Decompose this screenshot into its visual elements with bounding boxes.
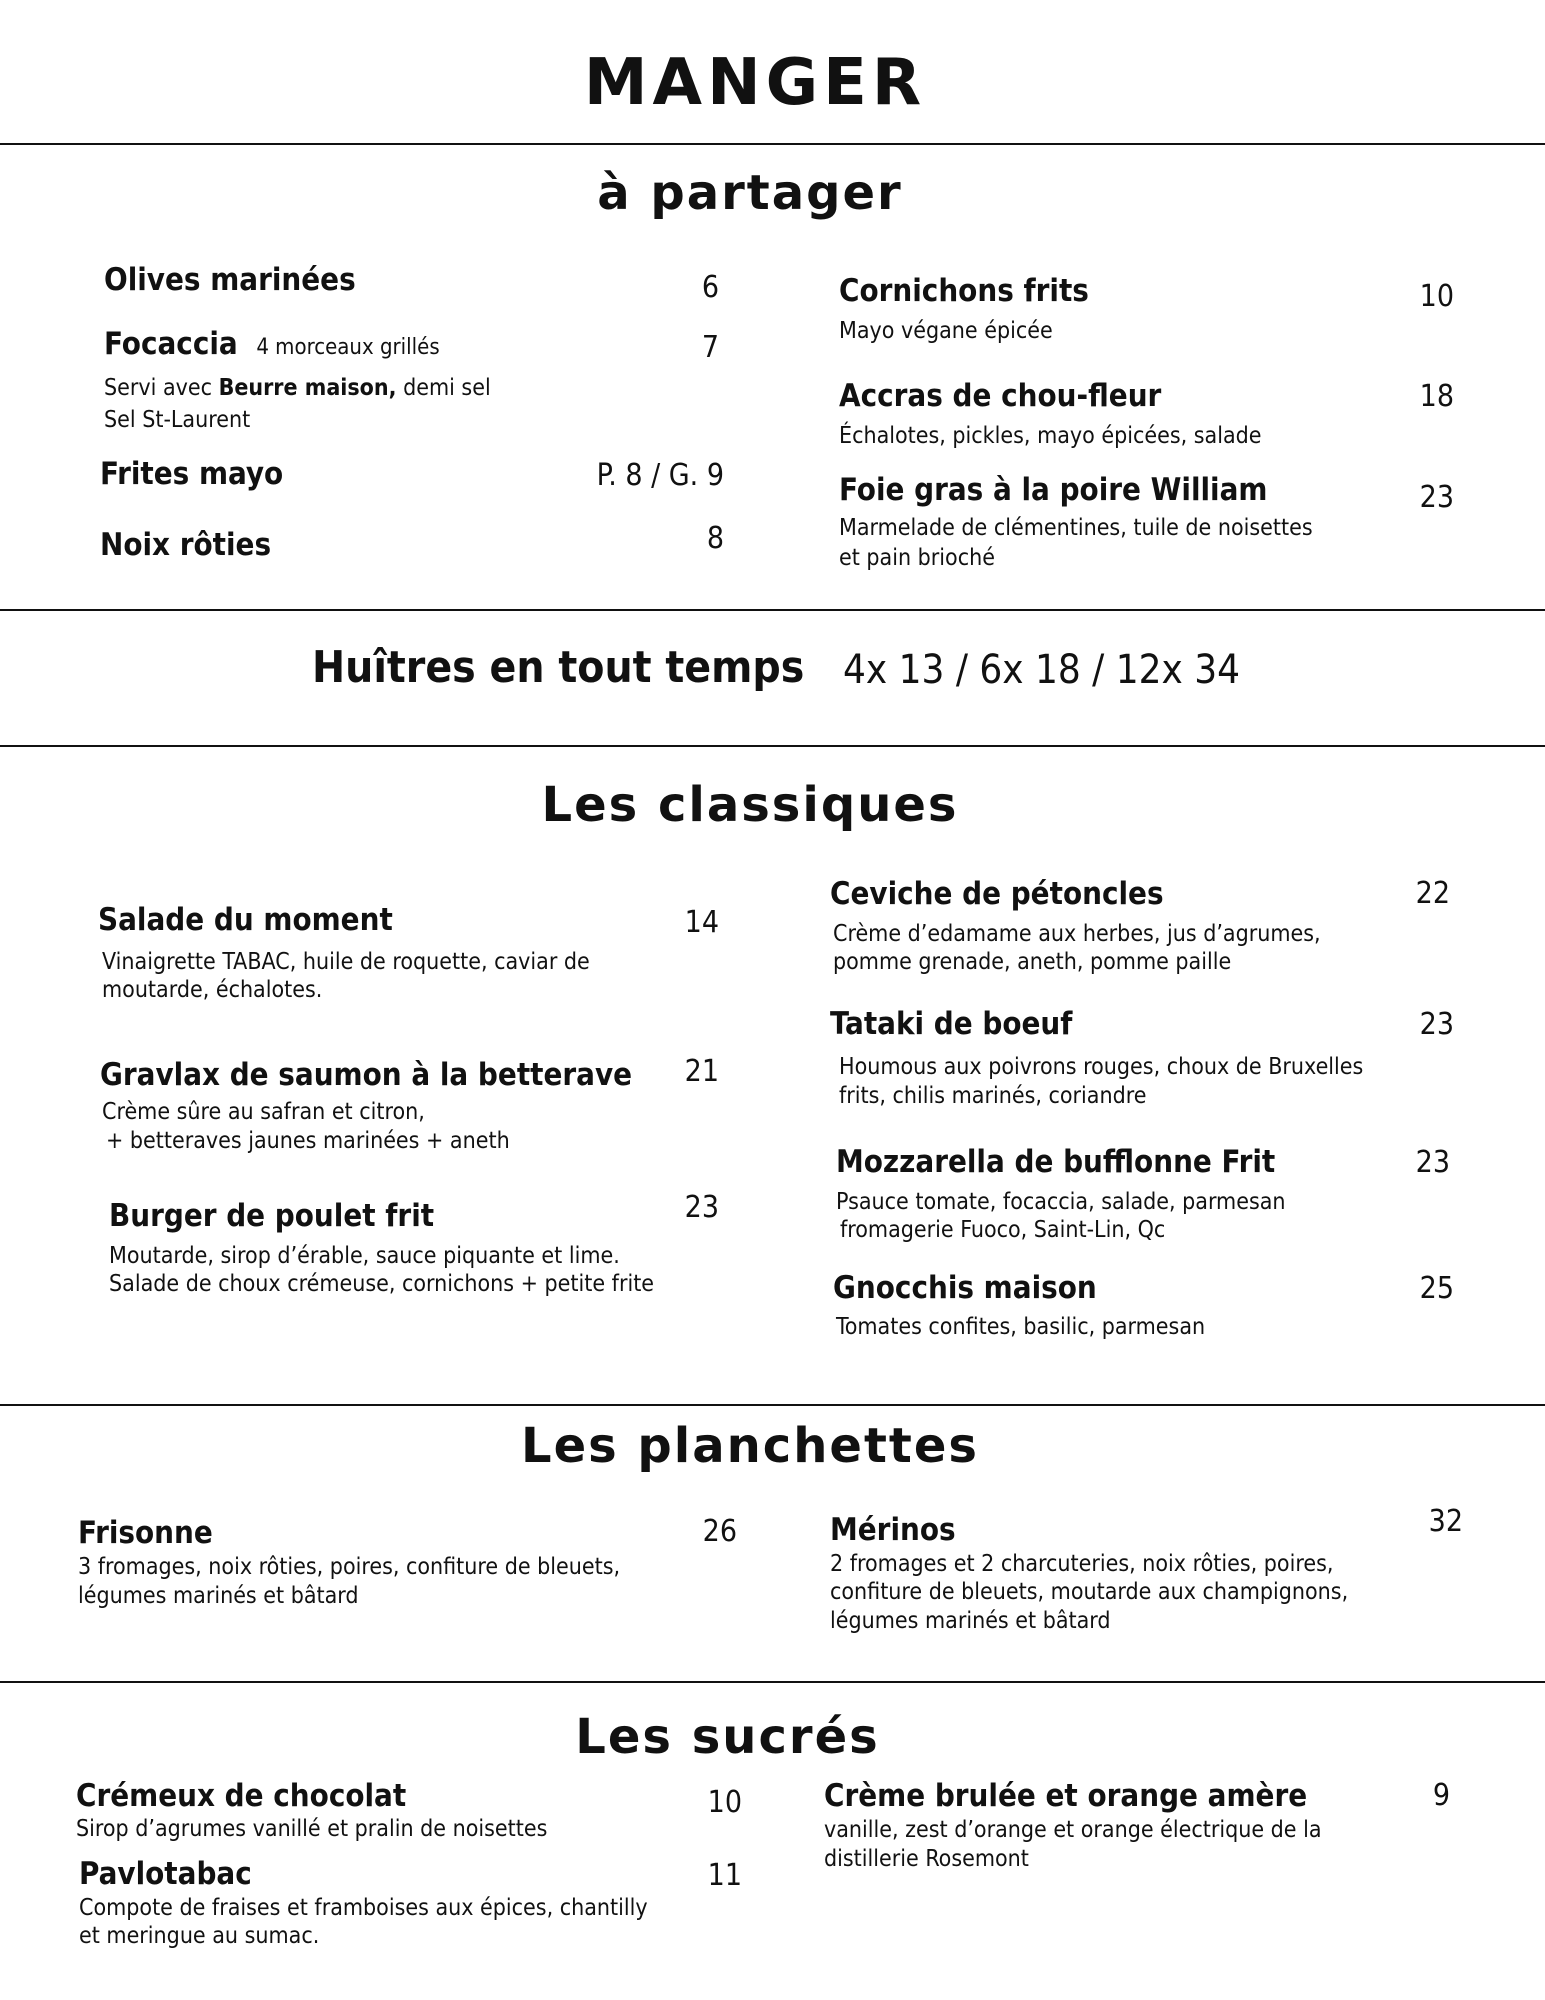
item-description: Psauce tomate, focaccia, salade, parmesan: [836, 1189, 1286, 1215]
item-name: Salade du moment: [98, 902, 393, 938]
item-description-line2: Salade de choux crémeuse, cornichons + petite frite: [109, 1271, 655, 1297]
item-description: Tomates confites, basilic, parmesan: [836, 1314, 1206, 1340]
item-price: 8: [706, 521, 724, 556]
item-price: 26: [702, 1514, 737, 1549]
item-description: Houmous aux poivrons rouges, choux de Bruxelles: [839, 1054, 1364, 1080]
item-description-line2: moutarde, échalotes.: [102, 977, 323, 1003]
item-price: 23: [1419, 480, 1454, 515]
item-description: Mayo végane épicée: [839, 318, 1053, 344]
item-name: Ceviche de pétoncles: [830, 876, 1164, 912]
item-name: Focaccia: [104, 326, 238, 362]
item-name: Olives marinées: [104, 262, 356, 298]
item-description: Crème sûre au safran et citron,: [102, 1099, 425, 1125]
item-price: 21: [684, 1054, 719, 1089]
item-name: Accras de chou-fleur: [839, 378, 1162, 414]
item-description-line2: distillerie Rosemont: [824, 1846, 1029, 1872]
item-price: 23: [684, 1190, 719, 1225]
item-note: 4 morceaux grillés: [256, 335, 440, 360]
desc-bold: Beurre maison,: [218, 375, 397, 401]
item-price: 22: [1415, 876, 1450, 911]
item-name: Foie gras à la poire William: [839, 472, 1268, 508]
item-price: 14: [684, 905, 719, 940]
item-price: 23: [1419, 1007, 1454, 1042]
item-name: Noix rôties: [100, 527, 272, 563]
divider: [0, 143, 1545, 145]
item-name: Frisonne: [78, 1515, 213, 1551]
item-name: Mozzarella de bufflonne Frit: [836, 1144, 1276, 1180]
item-description: 2 fromages et 2 charcuteries, noix rôties, poires,: [830, 1551, 1334, 1577]
item-description: vanille, zest d’orange et orange électrique de la: [824, 1817, 1322, 1843]
item-price: 18: [1419, 379, 1454, 414]
item-description-line2: et pain brioché: [839, 545, 995, 571]
desc-suffix: demi sel: [403, 375, 491, 401]
oysters-label: Huîtres en tout temps: [312, 642, 805, 693]
item-name: Gravlax de saumon à la betterave: [100, 1057, 633, 1093]
item-price: 6: [701, 270, 719, 305]
item-price: 10: [707, 1785, 742, 1820]
item-description-line3: légumes marinés et bâtard: [830, 1608, 1111, 1634]
item-price: 25: [1419, 1271, 1454, 1306]
item-description-line2: confiture de bleuets, moutarde aux champignons,: [830, 1579, 1349, 1605]
section-title-planchettes: Les planchettes: [521, 1418, 979, 1474]
item-name: Burger de poulet frit: [109, 1198, 435, 1234]
section-title-classiques: Les classiques: [541, 777, 959, 833]
desc-prefix: Servi avec: [104, 375, 212, 401]
item-description-line2: et meringue au sumac.: [79, 1923, 320, 1949]
item-name: Mérinos: [830, 1512, 956, 1548]
item-name: Tataki de boeuf: [830, 1006, 1073, 1042]
divider: [0, 745, 1545, 747]
item-price: 9: [1432, 1778, 1450, 1813]
item-description: Compote de fraises et framboises aux épices, chantilly: [79, 1895, 648, 1921]
item-description: [104, 374, 491, 403]
item-name-line: [104, 326, 440, 362]
item-name: Pavlotabac: [79, 1856, 252, 1892]
item-name: Gnocchis maison: [833, 1270, 1097, 1306]
item-description: Vinaigrette TABAC, huile de roquette, caviar de: [102, 949, 590, 975]
item-name: Cornichons frits: [839, 273, 1089, 309]
item-description-line2: fromagerie Fuoco, Saint-Lin, Qc: [840, 1217, 1166, 1243]
item-description: Crème d’edamame aux herbes, jus d’agrumes,: [833, 921, 1321, 947]
item-description-line2: pomme grenade, aneth, pomme paille: [833, 949, 1232, 975]
item-description: 3 fromages, noix rôties, poires, confiture de bleuets,: [78, 1554, 621, 1580]
section-title-partager: à partager: [597, 165, 903, 221]
item-price: 32: [1428, 1504, 1463, 1539]
menu-title: MANGER: [583, 46, 927, 120]
item-description: Marmelade de clémentines, tuile de noisettes: [839, 515, 1313, 541]
item-description-line2: frits, chilis marinés, coriandre: [839, 1083, 1147, 1109]
item-name: Frites mayo: [100, 456, 284, 492]
item-description: Échalotes, pickles, mayo épicées, salade: [839, 423, 1262, 449]
divider: [0, 1681, 1545, 1683]
item-description-line2: + betteraves jaunes marinées + aneth: [106, 1128, 510, 1154]
divider: [0, 609, 1545, 611]
item-name: Crémeux de chocolat: [76, 1778, 407, 1814]
item-price: P. 8 / G. 9: [596, 458, 724, 493]
item-description: Sirop d’agrumes vanillé et pralin de noisettes: [76, 1816, 548, 1842]
item-description-line2: Sel St-Laurent: [104, 407, 251, 433]
item-price: 7: [701, 330, 719, 365]
item-description-line2: légumes marinés et bâtard: [78, 1583, 359, 1609]
item-price: 10: [1419, 279, 1454, 314]
item-price: 11: [707, 1858, 742, 1893]
item-price: 23: [1415, 1145, 1450, 1180]
section-title-sucres: Les sucrés: [575, 1709, 880, 1765]
oysters-prices: 4x 13 / 6x 18 / 12x 34: [843, 647, 1241, 693]
item-description: Moutarde, sirop d’érable, sauce piquante et lime.: [109, 1243, 620, 1269]
divider: [0, 1404, 1545, 1406]
item-name: Crème brulée et orange amère: [824, 1778, 1308, 1814]
